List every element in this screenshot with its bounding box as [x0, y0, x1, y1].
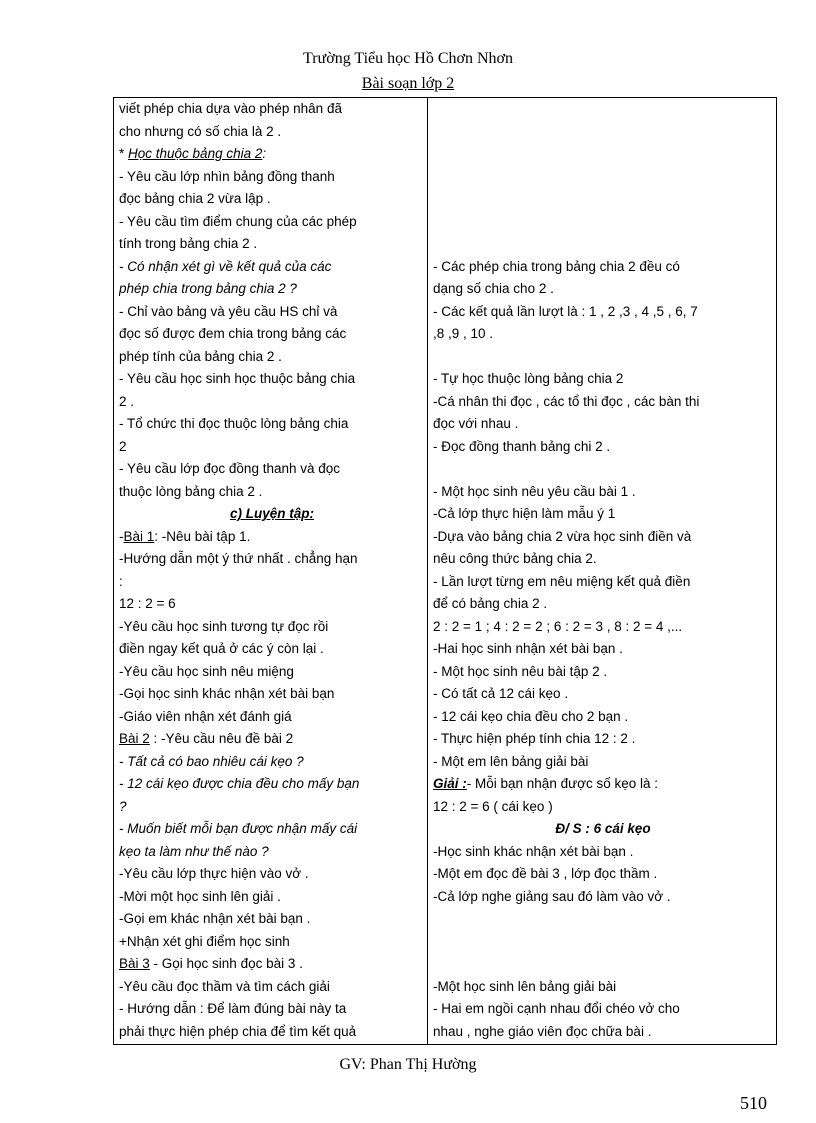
left-line: - Tổ chức thi đọc thuộc lòng bảng chia [119, 416, 349, 431]
left-line: - Chỉ vào bảng và yêu cầu HS chỉ và [119, 303, 338, 319]
bai1-prefix: - [119, 528, 124, 544]
right-line: - Đọc đồng thanh bảng chi 2 . [433, 438, 611, 454]
exercise-2-line [119, 728, 425, 751]
column-divider [427, 98, 428, 1044]
solution-line [433, 773, 773, 796]
left-line: phép tính của bảng chia 2 . [119, 348, 282, 364]
left-line: cho nhưng có số chia là 2 . [119, 123, 282, 139]
left-line: đọc bảng chia 2 vừa lập . [119, 191, 271, 206]
exercise-1-label: Bài 1 [123, 528, 155, 544]
left-line: tính trong bảng chia 2 . [119, 236, 258, 251]
section-title: Học thuộc bảng chia 2 [128, 146, 263, 161]
lesson-table [113, 97, 777, 1045]
right-line: -Học sinh khác nhận xét bài bạn . [433, 843, 634, 859]
practice-heading: c) Luyện tập: [229, 506, 314, 521]
right-line [433, 908, 773, 931]
left-line: - Hướng dẫn : Để làm đúng bài này ta [119, 1001, 347, 1016]
right-line: ,8 ,9 , 10 . [433, 326, 494, 341]
right-line: - Các kết quả lần lượt là : 1 , 2 ,3 , 4 ,5 , 6, 7 [433, 303, 698, 319]
left-line: - Yêu cầu tìm điểm chung của các phép [119, 213, 357, 229]
left-line: kẹo ta làm như thế nào ? [119, 843, 269, 859]
left-line: phải thực hiện phép chia để tìm kết quả [119, 1023, 357, 1039]
left-line: 2 . [119, 393, 135, 409]
left-line: điền ngay kết quả ở các ý còn lại . [119, 641, 324, 656]
left-line: -Yêu cầu lớp thực hiện vào vở . [119, 866, 309, 881]
left-line: -Hướng dẫn một ý thứ nhất . chẳng hạn [119, 551, 358, 566]
right-line: -Hai học sinh nhận xét bài bạn . [433, 641, 623, 656]
right-line: nêu công thức bảng chia 2. [433, 551, 597, 566]
left-line: -Yêu cầu đọc thầm và tìm cách giải [119, 978, 330, 994]
right-line: -Cá nhân thi đọc , các tổ thi đọc , các bàn thi [433, 393, 700, 409]
left-line: - Tất cả có bao nhiêu cái kẹo ? [119, 753, 304, 769]
exercise-3-label: Bài 3 [119, 956, 150, 971]
left-line: thuộc lòng bảng chia 2 . [119, 483, 263, 499]
section-colon: : [262, 146, 267, 161]
right-line [433, 121, 773, 144]
right-line: - Tự học thuộc lòng bảng chia 2 [433, 371, 624, 386]
right-line: -Cả lớp nghe giảng sau đó làm vào vở . [433, 888, 671, 904]
left-line: ? [119, 798, 127, 814]
solution-label: Giải : [433, 776, 467, 791]
section-heading [119, 143, 425, 166]
left-line: : [119, 573, 123, 589]
left-line: đọc số được đem chia trong bảng các [119, 326, 347, 341]
document-subtitle: Bài soạn lớp 2 [361, 75, 455, 92]
section-star: * [119, 146, 129, 161]
page-number: 510 [740, 1093, 767, 1113]
left-line: -Yêu cầu học sinh tương tự đọc rồi [119, 618, 329, 634]
right-line: - Các phép chia trong bảng chia 2 đều có [433, 258, 680, 274]
left-line: - Muốn biết mỗi bạn được nhận mấy cái [119, 821, 358, 836]
right-line: để có bảng chia 2 . [433, 596, 548, 611]
exercise-3-text: - Gọi học sinh đọc bài 3 . [149, 956, 303, 971]
right-line: dạng số chia cho 2 . [433, 281, 554, 296]
left-line: - Yêu cầu lớp đọc đồng thanh và đọc [119, 461, 341, 476]
left-line: - Yêu cầu lớp nhìn bảng đồng thanh [119, 168, 335, 184]
teacher-activities-column [119, 98, 425, 1043]
exercise-2-text: : -Yêu cầu nêu đề bài 2 [149, 731, 294, 746]
solution-text: - Mỗi bạn nhận được số kẹo là : [466, 776, 659, 791]
right-line [433, 233, 773, 256]
right-line: - Một học sinh nêu yêu cầu bài 1 . [433, 483, 636, 499]
left-line: - 12 cái kẹo được chia đều cho mấy bạn [119, 776, 360, 791]
exercise-2-label: Bài 2 [119, 731, 150, 746]
right-line: - Một em lên bảng giải bài [433, 753, 589, 769]
student-activities-column [433, 98, 773, 1043]
exercise-1-text: : -Nêu bài tập 1. [154, 528, 251, 544]
right-line: - 12 cái kẹo chia đều cho 2 bạn . [433, 708, 629, 724]
right-line: - Hai em ngồi cạnh nhau đổi chéo vở cho [433, 1001, 680, 1016]
right-line: nhau , nghe giáo viên đọc chữa bài . [433, 1023, 652, 1039]
right-line: 12 : 2 = 6 ( cái kẹo ) [433, 798, 553, 814]
school-name: Trường Tiểu học Hồ Chơn Nhơn [303, 50, 513, 67]
right-line: - Có tất cả 12 cái kẹo . [433, 686, 569, 701]
left-line: +Nhận xét ghi điểm học sinh [119, 933, 290, 949]
left-line: - Có nhận xét gì về kết quả của các [119, 258, 332, 274]
left-line: - Yêu cầu học sinh học thuộc bảng chia [119, 371, 356, 386]
right-line [433, 98, 773, 121]
right-line [433, 188, 773, 211]
right-line: đọc với nhau . [433, 416, 519, 431]
right-line [433, 346, 773, 369]
right-line: -Cả lớp thực hiện làm mẫu ý 1 [433, 506, 616, 521]
left-line: -Gọi em khác nhận xét bài bạn . [119, 911, 311, 926]
exercise-1-line [119, 526, 425, 549]
answer-line: Đ/ S : 6 cái kẹo [555, 821, 651, 836]
left-line: phép chia trong bảng chia 2 ? [119, 281, 297, 296]
right-line [433, 953, 773, 976]
right-line [433, 931, 773, 954]
right-line: - Thực hiện phép tính chia 12 : 2 . [433, 731, 636, 746]
left-line: 2 [119, 438, 127, 454]
right-line [433, 166, 773, 189]
right-line: - Lần lượt từng em nêu miệng kết quả điền [433, 573, 691, 589]
left-line: -Giáo viên nhận xét đánh giá [119, 708, 292, 724]
right-line [433, 143, 773, 166]
left-line: -Gọi học sinh khác nhận xét bài bạn [119, 686, 335, 701]
left-line: viết phép chia dựa vào phép nhân đã [119, 101, 342, 116]
right-line [433, 458, 773, 481]
right-line [433, 211, 773, 234]
right-line: -Một em đọc đề bài 3 , lớp đọc thầm . [433, 866, 658, 881]
right-line: -Dựa vào bảng chia 2 vừa học sinh điền và [433, 528, 692, 544]
right-line: 2 : 2 = 1 ; 4 : 2 = 2 ; 6 : 2 = 3 , 8 : 2 = 4 ,... [433, 618, 683, 634]
left-line: 12 : 2 = 6 [119, 596, 176, 611]
left-line: -Yêu cầu học sinh nêu miệng [119, 663, 294, 679]
right-line: - Một học sinh nêu bài tập 2 . [433, 663, 608, 679]
exercise-3-line [119, 953, 425, 976]
teacher-name: GV: Phan Thị Hường [339, 1056, 477, 1073]
left-line: -Mời một học sinh lên giải . [119, 888, 281, 904]
right-line: -Một học sinh lên bảng giải bài [433, 978, 617, 994]
